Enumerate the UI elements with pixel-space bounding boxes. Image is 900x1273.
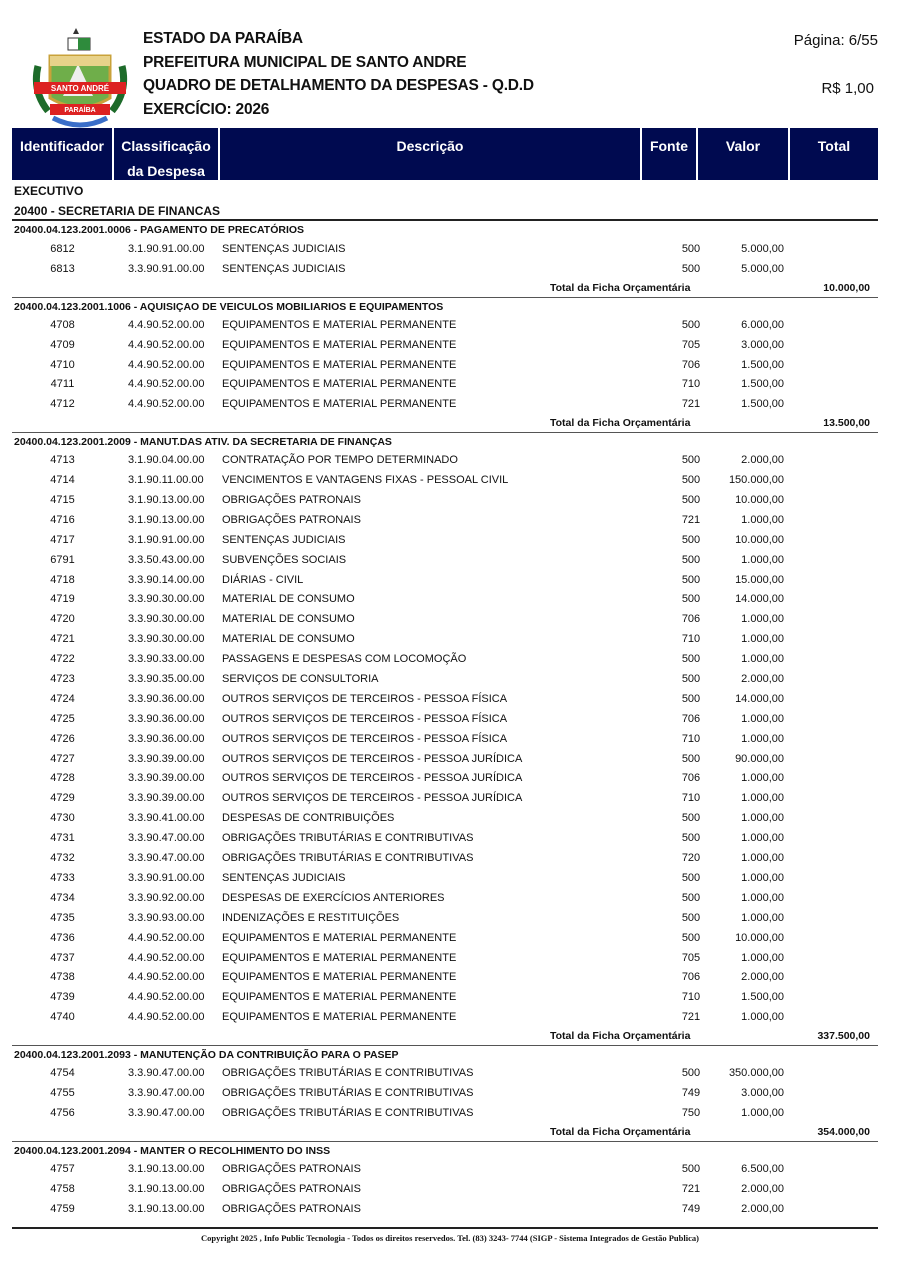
row-descricao: SENTENÇAS JUDICIAIS bbox=[222, 533, 346, 546]
table-row bbox=[12, 710, 878, 730]
row-classificacao: 3.3.90.30.00.00 bbox=[128, 613, 205, 626]
row-identificador: 4717 bbox=[50, 533, 75, 546]
table-row bbox=[12, 630, 878, 650]
row-classificacao: 3.1.90.13.00.00 bbox=[128, 1202, 205, 1215]
row-identificador: 4720 bbox=[50, 613, 75, 626]
table-row bbox=[12, 491, 878, 511]
row-classificacao: 3.1.90.13.00.00 bbox=[128, 1182, 205, 1195]
row-valor: 1.500,00 bbox=[741, 991, 784, 1004]
row-classificacao: 3.3.90.39.00.00 bbox=[128, 792, 205, 805]
row-identificador: 4722 bbox=[50, 653, 75, 666]
row-fonte: 710 bbox=[681, 991, 701, 1004]
row-descricao: OBRIGAÇÕES TRIBUTÁRIAS E CONTRIBUTIVAS bbox=[222, 1086, 474, 1099]
row-identificador: 4759 bbox=[50, 1202, 75, 1215]
table-row bbox=[12, 1064, 878, 1084]
row-fonte: 706 bbox=[681, 971, 701, 984]
table-row bbox=[12, 571, 878, 591]
row-fonte: 706 bbox=[681, 772, 701, 785]
table-row bbox=[12, 511, 878, 531]
table-row bbox=[12, 909, 878, 929]
group-total-label: Total da Ficha Orçamentária bbox=[550, 1125, 691, 1138]
row-classificacao: 3.3.90.36.00.00 bbox=[128, 712, 205, 725]
row-fonte: 705 bbox=[681, 338, 701, 351]
row-fonte: 721 bbox=[681, 1011, 701, 1024]
table-row bbox=[12, 531, 878, 551]
row-fonte: 721 bbox=[681, 513, 701, 526]
section-unit: 20400 - SECRETARIA DE FINANCAS bbox=[12, 201, 878, 221]
row-descricao: EQUIPAMENTOS E MATERIAL PERMANENTE bbox=[222, 931, 457, 944]
row-descricao: OUTROS SERVIÇOS DE TERCEIROS - PESSOA FÍSICA bbox=[222, 692, 508, 705]
row-valor: 14.000,00 bbox=[735, 692, 784, 705]
row-classificacao: 4.4.90.52.00.00 bbox=[128, 931, 205, 944]
budget-group-header: 20400.04.123.2001.2009 - MANUT.DAS ATIV. DA SECRETARIA DE FINANÇAS bbox=[12, 432, 878, 451]
row-valor: 1.000,00 bbox=[741, 653, 784, 666]
row-descricao: OBRIGAÇÕES TRIBUTÁRIAS E CONTRIBUTIVAS bbox=[222, 1067, 474, 1080]
group-total-label: Total da Ficha Orçamentária bbox=[550, 417, 691, 430]
row-identificador: 4723 bbox=[50, 673, 75, 686]
row-fonte: 710 bbox=[681, 633, 701, 646]
row-descricao: OBRIGAÇÕES TRIBUTÁRIAS E CONTRIBUTIVAS bbox=[222, 852, 474, 865]
col-valor: Valor bbox=[698, 128, 790, 180]
row-descricao: DESPESAS DE EXERCÍCIOS ANTERIORES bbox=[222, 891, 445, 904]
row-fonte: 749 bbox=[681, 1086, 701, 1099]
row-fonte: 500 bbox=[681, 1067, 701, 1080]
row-fonte: 500 bbox=[681, 553, 701, 566]
row-identificador: 4739 bbox=[50, 991, 75, 1004]
row-fonte: 500 bbox=[681, 931, 701, 944]
municipal-coat-of-arms-logo bbox=[28, 26, 132, 128]
row-identificador: 4755 bbox=[50, 1086, 75, 1099]
row-descricao: EQUIPAMENTOS E MATERIAL PERMANENTE bbox=[222, 318, 457, 331]
row-fonte: 500 bbox=[681, 812, 701, 825]
row-valor: 3.000,00 bbox=[741, 338, 784, 351]
row-descricao: OUTROS SERVIÇOS DE TERCEIROS - PESSOA FÍSICA bbox=[222, 732, 508, 745]
table-row bbox=[12, 789, 878, 809]
row-valor: 90.000,00 bbox=[735, 752, 784, 765]
row-identificador: 4734 bbox=[50, 891, 75, 904]
row-fonte: 720 bbox=[681, 852, 701, 865]
row-descricao: VENCIMENTOS E VANTAGENS FIXAS - PESSOAL CIVIL bbox=[222, 474, 509, 487]
row-classificacao: 3.3.90.47.00.00 bbox=[128, 1086, 205, 1099]
row-valor: 5.000,00 bbox=[741, 262, 784, 275]
row-fonte: 500 bbox=[681, 653, 701, 666]
row-classificacao: 3.3.90.91.00.00 bbox=[128, 262, 205, 275]
row-identificador: 4727 bbox=[50, 752, 75, 765]
row-valor: 2.000,00 bbox=[741, 971, 784, 984]
row-identificador: 4758 bbox=[50, 1182, 75, 1195]
row-descricao: OUTROS SERVIÇOS DE TERCEIROS - PESSOA JURÍDICA bbox=[222, 752, 523, 765]
group-total-row bbox=[12, 280, 878, 297]
row-classificacao: 3.3.90.47.00.00 bbox=[128, 852, 205, 865]
table-row bbox=[12, 451, 878, 471]
table-row bbox=[12, 375, 878, 395]
row-descricao: OBRIGAÇÕES PATRONAIS bbox=[222, 1182, 361, 1195]
header-fiscal-year: EXERCÍCIO: 2026 bbox=[143, 101, 270, 118]
header-report-title: QUADRO DE DETALHAMENTO DA DESPESAS - Q.D.D bbox=[143, 77, 534, 94]
table-row bbox=[12, 590, 878, 610]
row-identificador: 6791 bbox=[50, 553, 75, 566]
table-body bbox=[12, 181, 878, 1219]
row-identificador: 4721 bbox=[50, 633, 75, 646]
footer-copyright: Copyright 2025 , Info Public Tecnologia - Todos os direitos reservedos. Tel. (83) 3243- 7744 (SIGP - Sistema Integrados de Gestão Publica) bbox=[201, 1233, 699, 1243]
table-header bbox=[12, 128, 878, 180]
row-valor: 1.000,00 bbox=[741, 1011, 784, 1024]
row-fonte: 500 bbox=[681, 673, 701, 686]
row-descricao: OBRIGAÇÕES PATRONAIS bbox=[222, 1202, 361, 1215]
table-row bbox=[12, 356, 878, 376]
row-classificacao: 4.4.90.52.00.00 bbox=[128, 358, 205, 371]
row-classificacao: 3.3.90.47.00.00 bbox=[128, 1067, 205, 1080]
group-total-value: 10.000,00 bbox=[823, 281, 870, 294]
budget-group-header: 20400.04.123.2001.0006 - PAGAMENTO DE PRECATÓRIOS bbox=[14, 224, 305, 236]
row-fonte: 500 bbox=[681, 871, 701, 884]
table-row bbox=[12, 968, 878, 988]
row-descricao: OBRIGAÇÕES PATRONAIS bbox=[222, 513, 361, 526]
row-classificacao: 3.1.90.13.00.00 bbox=[128, 513, 205, 526]
group-total-label: Total da Ficha Orçamentária bbox=[550, 1030, 691, 1043]
row-fonte: 500 bbox=[681, 533, 701, 546]
row-classificacao: 3.3.90.30.00.00 bbox=[128, 633, 205, 646]
row-identificador: 4719 bbox=[50, 593, 75, 606]
row-classificacao: 3.3.90.47.00.00 bbox=[128, 1106, 205, 1119]
table-row bbox=[12, 769, 878, 789]
row-descricao: EQUIPAMENTOS E MATERIAL PERMANENTE bbox=[222, 398, 457, 411]
row-fonte: 710 bbox=[681, 378, 701, 391]
row-valor: 1.500,00 bbox=[741, 358, 784, 371]
row-classificacao: 3.3.50.43.00.00 bbox=[128, 553, 205, 566]
row-identificador: 4714 bbox=[50, 474, 75, 487]
row-fonte: 721 bbox=[681, 1182, 701, 1195]
row-identificador: 6813 bbox=[50, 262, 75, 275]
row-classificacao: 3.3.90.91.00.00 bbox=[128, 871, 205, 884]
row-descricao: SERVIÇOS DE CONSULTORIA bbox=[222, 673, 379, 686]
row-identificador: 4710 bbox=[50, 358, 75, 371]
row-identificador: 6812 bbox=[50, 243, 75, 255]
row-descricao: EQUIPAMENTOS E MATERIAL PERMANENTE bbox=[222, 971, 457, 984]
group-total-row bbox=[12, 1124, 878, 1141]
row-identificador: 4729 bbox=[50, 792, 75, 805]
svg-text:PARAÍBA: PARAÍBA bbox=[64, 107, 96, 114]
table-row bbox=[12, 471, 878, 491]
table-row bbox=[12, 1160, 878, 1180]
row-classificacao: 3.3.90.93.00.00 bbox=[128, 911, 205, 924]
row-fonte: 706 bbox=[681, 613, 701, 626]
row-identificador: 4715 bbox=[50, 494, 75, 507]
row-descricao: DIÁRIAS - CIVIL bbox=[222, 573, 304, 586]
row-fonte: 500 bbox=[681, 911, 701, 924]
row-classificacao: 3.3.90.47.00.00 bbox=[128, 832, 205, 845]
row-classificacao: 3.1.90.91.00.00 bbox=[128, 533, 205, 546]
row-identificador: 4730 bbox=[50, 812, 75, 825]
row-fonte: 500 bbox=[681, 1162, 701, 1175]
row-valor: 1.500,00 bbox=[741, 378, 784, 391]
row-descricao: OBRIGAÇÕES PATRONAIS bbox=[222, 1162, 361, 1175]
col-descricao: Descrição bbox=[220, 128, 642, 180]
row-fonte: 500 bbox=[681, 891, 701, 904]
row-identificador: 4731 bbox=[50, 832, 75, 845]
budget-group-header: 20400.04.123.2001.2094 - MANTER O RECOLHIMENTO DO INSS bbox=[12, 1141, 878, 1160]
row-fonte: 500 bbox=[681, 494, 701, 507]
group-total-label: Total da Ficha Orçamentária bbox=[550, 281, 691, 294]
row-classificacao: 3.3.90.36.00.00 bbox=[128, 732, 205, 745]
row-valor: 1.000,00 bbox=[741, 792, 784, 805]
col-fonte: Fonte bbox=[642, 128, 698, 180]
row-identificador: 4718 bbox=[50, 573, 75, 586]
header-state: ESTADO DA PARAÍBA bbox=[143, 30, 303, 47]
row-valor: 1.000,00 bbox=[741, 772, 784, 785]
row-fonte: 721 bbox=[681, 398, 701, 411]
group-total-value: 354.000,00 bbox=[817, 1125, 870, 1138]
row-classificacao: 4.4.90.52.00.00 bbox=[128, 338, 205, 351]
row-classificacao: 3.3.90.39.00.00 bbox=[128, 772, 205, 785]
row-valor: 1.000,00 bbox=[741, 553, 784, 566]
row-descricao: OBRIGAÇÕES TRIBUTÁRIAS E CONTRIBUTIVAS bbox=[222, 1106, 474, 1119]
row-identificador: 4709 bbox=[50, 338, 75, 351]
row-valor: 2.000,00 bbox=[741, 1182, 784, 1195]
row-identificador: 4740 bbox=[50, 1011, 75, 1024]
row-fonte: 500 bbox=[681, 474, 701, 487]
section-executivo: EXECUTIVO bbox=[14, 184, 84, 198]
row-descricao: EQUIPAMENTOS E MATERIAL PERMANENTE bbox=[222, 338, 457, 351]
row-identificador: 4712 bbox=[50, 398, 75, 411]
table-row bbox=[12, 670, 878, 690]
row-valor: 1.500,00 bbox=[741, 398, 784, 411]
row-valor: 1.000,00 bbox=[741, 832, 784, 845]
row-valor: 1.000,00 bbox=[741, 613, 784, 626]
group-total-row bbox=[12, 1028, 878, 1045]
row-valor: 10.000,00 bbox=[735, 931, 784, 944]
row-classificacao: 4.4.90.52.00.00 bbox=[128, 398, 205, 411]
row-valor: 6.500,00 bbox=[741, 1162, 784, 1175]
table-row bbox=[12, 829, 878, 849]
table-row bbox=[12, 551, 878, 571]
table-row bbox=[12, 949, 878, 969]
row-fonte: 706 bbox=[681, 358, 701, 371]
table-row bbox=[12, 1084, 878, 1104]
row-identificador: 4725 bbox=[50, 712, 75, 725]
table-row bbox=[12, 316, 878, 336]
row-identificador: 4732 bbox=[50, 852, 75, 865]
table-row bbox=[12, 730, 878, 750]
row-classificacao: 3.3.90.30.00.00 bbox=[128, 593, 205, 606]
row-valor: 2.000,00 bbox=[741, 673, 784, 686]
table-row bbox=[12, 610, 878, 630]
row-fonte: 710 bbox=[681, 792, 701, 805]
group-total-value: 13.500,00 bbox=[823, 417, 870, 430]
row-identificador: 4754 bbox=[50, 1067, 75, 1080]
row-descricao: OUTROS SERVIÇOS DE TERCEIROS - PESSOA JURÍDICA bbox=[222, 792, 523, 805]
row-identificador: 4708 bbox=[50, 318, 75, 331]
currency-unit: R$ 1,00 bbox=[821, 80, 874, 97]
row-valor: 5.000,00 bbox=[741, 243, 784, 255]
row-valor: 2.000,00 bbox=[741, 1202, 784, 1215]
row-valor: 10.000,00 bbox=[735, 494, 784, 507]
row-fonte: 500 bbox=[681, 593, 701, 606]
row-valor: 14.000,00 bbox=[735, 593, 784, 606]
row-valor: 10.000,00 bbox=[735, 533, 784, 546]
row-valor: 350.000,00 bbox=[728, 1067, 784, 1080]
row-valor: 1.000,00 bbox=[741, 712, 784, 725]
row-descricao: MATERIAL DE CONSUMO bbox=[222, 593, 355, 606]
row-identificador: 4757 bbox=[50, 1162, 75, 1175]
row-classificacao: 3.3.90.36.00.00 bbox=[128, 692, 205, 705]
row-valor: 1.000,00 bbox=[741, 513, 784, 526]
row-valor: 1.000,00 bbox=[741, 852, 784, 865]
svg-text:SANTO ANDRÉ: SANTO ANDRÉ bbox=[50, 84, 110, 93]
row-valor: 1.000,00 bbox=[741, 1106, 784, 1119]
row-classificacao: 3.3.90.35.00.00 bbox=[128, 673, 205, 686]
row-descricao: OBRIGAÇÕES TRIBUTÁRIAS E CONTRIBUTIVAS bbox=[222, 832, 474, 845]
row-fonte: 500 bbox=[681, 573, 701, 586]
table-row bbox=[12, 929, 878, 949]
row-valor: 1.000,00 bbox=[741, 951, 784, 964]
row-classificacao: 3.1.90.04.00.00 bbox=[128, 454, 205, 467]
row-classificacao: 4.4.90.52.00.00 bbox=[128, 971, 205, 984]
budget-group-header: 20400.04.123.2001.1006 - AQUISIÇAO DE VEICULOS MOBILIARIOS E EQUIPAMENTOS bbox=[12, 297, 878, 316]
row-classificacao: 3.3.90.41.00.00 bbox=[128, 812, 205, 825]
col-classificacao-line2: da Despesa bbox=[127, 163, 205, 179]
row-classificacao: 4.4.90.52.00.00 bbox=[128, 318, 205, 331]
row-descricao: OUTROS SERVIÇOS DE TERCEIROS - PESSOA JURÍDICA bbox=[222, 772, 523, 785]
row-valor: 2.000,00 bbox=[741, 454, 784, 467]
row-identificador: 4726 bbox=[50, 732, 75, 745]
row-valor: 3.000,00 bbox=[741, 1086, 784, 1099]
row-classificacao: 3.1.90.91.00.00 bbox=[128, 243, 205, 255]
row-identificador: 4735 bbox=[50, 911, 75, 924]
row-descricao: EQUIPAMENTOS E MATERIAL PERMANENTE bbox=[222, 378, 457, 391]
row-descricao: PASSAGENS E DESPESAS COM LOCOMOÇÃO bbox=[222, 653, 467, 666]
table-row bbox=[12, 869, 878, 889]
row-valor: 1.000,00 bbox=[741, 891, 784, 904]
row-classificacao: 3.3.90.92.00.00 bbox=[128, 891, 205, 904]
col-classificacao-line1: Classificação bbox=[121, 138, 211, 154]
table-row bbox=[12, 260, 878, 280]
table-row bbox=[12, 1104, 878, 1124]
row-identificador: 4738 bbox=[50, 971, 75, 984]
row-descricao: SENTENÇAS JUDICIAIS bbox=[222, 262, 346, 275]
row-identificador: 4728 bbox=[50, 772, 75, 785]
row-descricao: DESPESAS DE CONTRIBUIÇÕES bbox=[222, 812, 395, 825]
row-classificacao: 4.4.90.52.00.00 bbox=[128, 991, 205, 1004]
row-classificacao: 3.1.90.11.00.00 bbox=[128, 474, 204, 487]
row-descricao: SENTENÇAS JUDICIAIS bbox=[222, 871, 346, 884]
row-valor: 15.000,00 bbox=[735, 573, 784, 586]
table-row bbox=[12, 336, 878, 356]
col-total: Total bbox=[817, 138, 851, 154]
row-fonte: 500 bbox=[681, 692, 701, 705]
row-classificacao: 3.3.90.14.00.00 bbox=[128, 573, 205, 586]
row-identificador: 4756 bbox=[50, 1106, 75, 1119]
row-valor: 6.000,00 bbox=[741, 318, 784, 331]
table-row bbox=[12, 650, 878, 670]
row-valor: 150.000,00 bbox=[728, 474, 784, 487]
row-fonte: 705 bbox=[681, 951, 701, 964]
row-descricao: CONTRATAÇÃO POR TEMPO DETERMINADO bbox=[222, 454, 458, 467]
table-row bbox=[12, 395, 878, 415]
row-descricao: EQUIPAMENTOS E MATERIAL PERMANENTE bbox=[222, 358, 457, 371]
row-classificacao: 3.3.90.33.00.00 bbox=[128, 653, 205, 666]
row-valor: 1.000,00 bbox=[741, 633, 784, 646]
row-valor: 1.000,00 bbox=[741, 732, 784, 745]
table-row bbox=[12, 988, 878, 1008]
row-descricao: INDENIZAÇÕES E RESTITUIÇÕES bbox=[222, 911, 400, 924]
row-fonte: 706 bbox=[681, 712, 701, 725]
row-identificador: 4724 bbox=[50, 692, 75, 705]
row-fonte: 750 bbox=[681, 1106, 701, 1119]
row-fonte: 500 bbox=[681, 454, 701, 467]
table-row bbox=[12, 1180, 878, 1200]
table-row bbox=[12, 1200, 878, 1220]
page-number: Página: 6/55 bbox=[793, 32, 878, 49]
row-fonte: 500 bbox=[681, 752, 701, 765]
row-descricao: EQUIPAMENTOS E MATERIAL PERMANENTE bbox=[222, 951, 457, 964]
row-valor: 1.000,00 bbox=[741, 911, 784, 924]
row-fonte: 500 bbox=[681, 243, 701, 255]
row-classificacao: 4.4.90.52.00.00 bbox=[128, 1011, 205, 1024]
row-identificador: 4713 bbox=[50, 454, 75, 467]
table-row bbox=[12, 1008, 878, 1028]
col-classificacao bbox=[114, 128, 220, 180]
row-descricao: MATERIAL DE CONSUMO bbox=[222, 633, 355, 646]
table-row bbox=[12, 690, 878, 710]
row-valor: 1.000,00 bbox=[741, 871, 784, 884]
row-identificador: 4711 bbox=[50, 378, 75, 391]
table-row bbox=[12, 240, 878, 260]
table-row bbox=[12, 750, 878, 770]
row-identificador: 4737 bbox=[50, 951, 75, 964]
row-fonte: 500 bbox=[681, 318, 701, 331]
row-classificacao: 4.4.90.52.00.00 bbox=[128, 378, 205, 391]
row-descricao: OBRIGAÇÕES PATRONAIS bbox=[222, 494, 361, 507]
col-identificador: Identificador bbox=[12, 128, 114, 180]
row-descricao: MATERIAL DE CONSUMO bbox=[222, 613, 355, 626]
row-classificacao: 4.4.90.52.00.00 bbox=[128, 951, 205, 964]
footer-divider bbox=[12, 1227, 878, 1229]
row-identificador: 4733 bbox=[50, 871, 75, 884]
row-descricao: EQUIPAMENTOS E MATERIAL PERMANENTE bbox=[222, 1011, 457, 1024]
group-total-row bbox=[12, 415, 878, 432]
table-row bbox=[12, 889, 878, 909]
header-municipality: PREFEITURA MUNICIPAL DE SANTO ANDRE bbox=[143, 54, 467, 71]
row-valor: 1.000,00 bbox=[741, 812, 784, 825]
row-fonte: 749 bbox=[681, 1202, 701, 1215]
row-fonte: 500 bbox=[681, 262, 701, 275]
row-classificacao: 3.3.90.39.00.00 bbox=[128, 752, 205, 765]
row-fonte: 710 bbox=[681, 732, 701, 745]
budget-group-header: 20400.04.123.2001.2093 - MANUTENÇÃO DA CONTRIBUIÇÃO PARA O PASEP bbox=[12, 1045, 878, 1064]
table-row bbox=[12, 849, 878, 869]
row-descricao: SENTENÇAS JUDICIAIS bbox=[222, 243, 346, 255]
row-classificacao: 3.1.90.13.00.00 bbox=[128, 1162, 205, 1175]
table-row bbox=[12, 809, 878, 829]
row-identificador: 4716 bbox=[50, 513, 75, 526]
group-total-value: 337.500,00 bbox=[817, 1030, 870, 1043]
row-descricao: OUTROS SERVIÇOS DE TERCEIROS - PESSOA FÍSICA bbox=[222, 712, 508, 725]
row-fonte: 500 bbox=[681, 832, 701, 845]
row-descricao: EQUIPAMENTOS E MATERIAL PERMANENTE bbox=[222, 991, 457, 1004]
row-classificacao: 3.1.90.13.00.00 bbox=[128, 494, 205, 507]
row-descricao: SUBVENÇÕES SOCIAIS bbox=[222, 553, 347, 566]
row-identificador: 4736 bbox=[50, 931, 75, 944]
